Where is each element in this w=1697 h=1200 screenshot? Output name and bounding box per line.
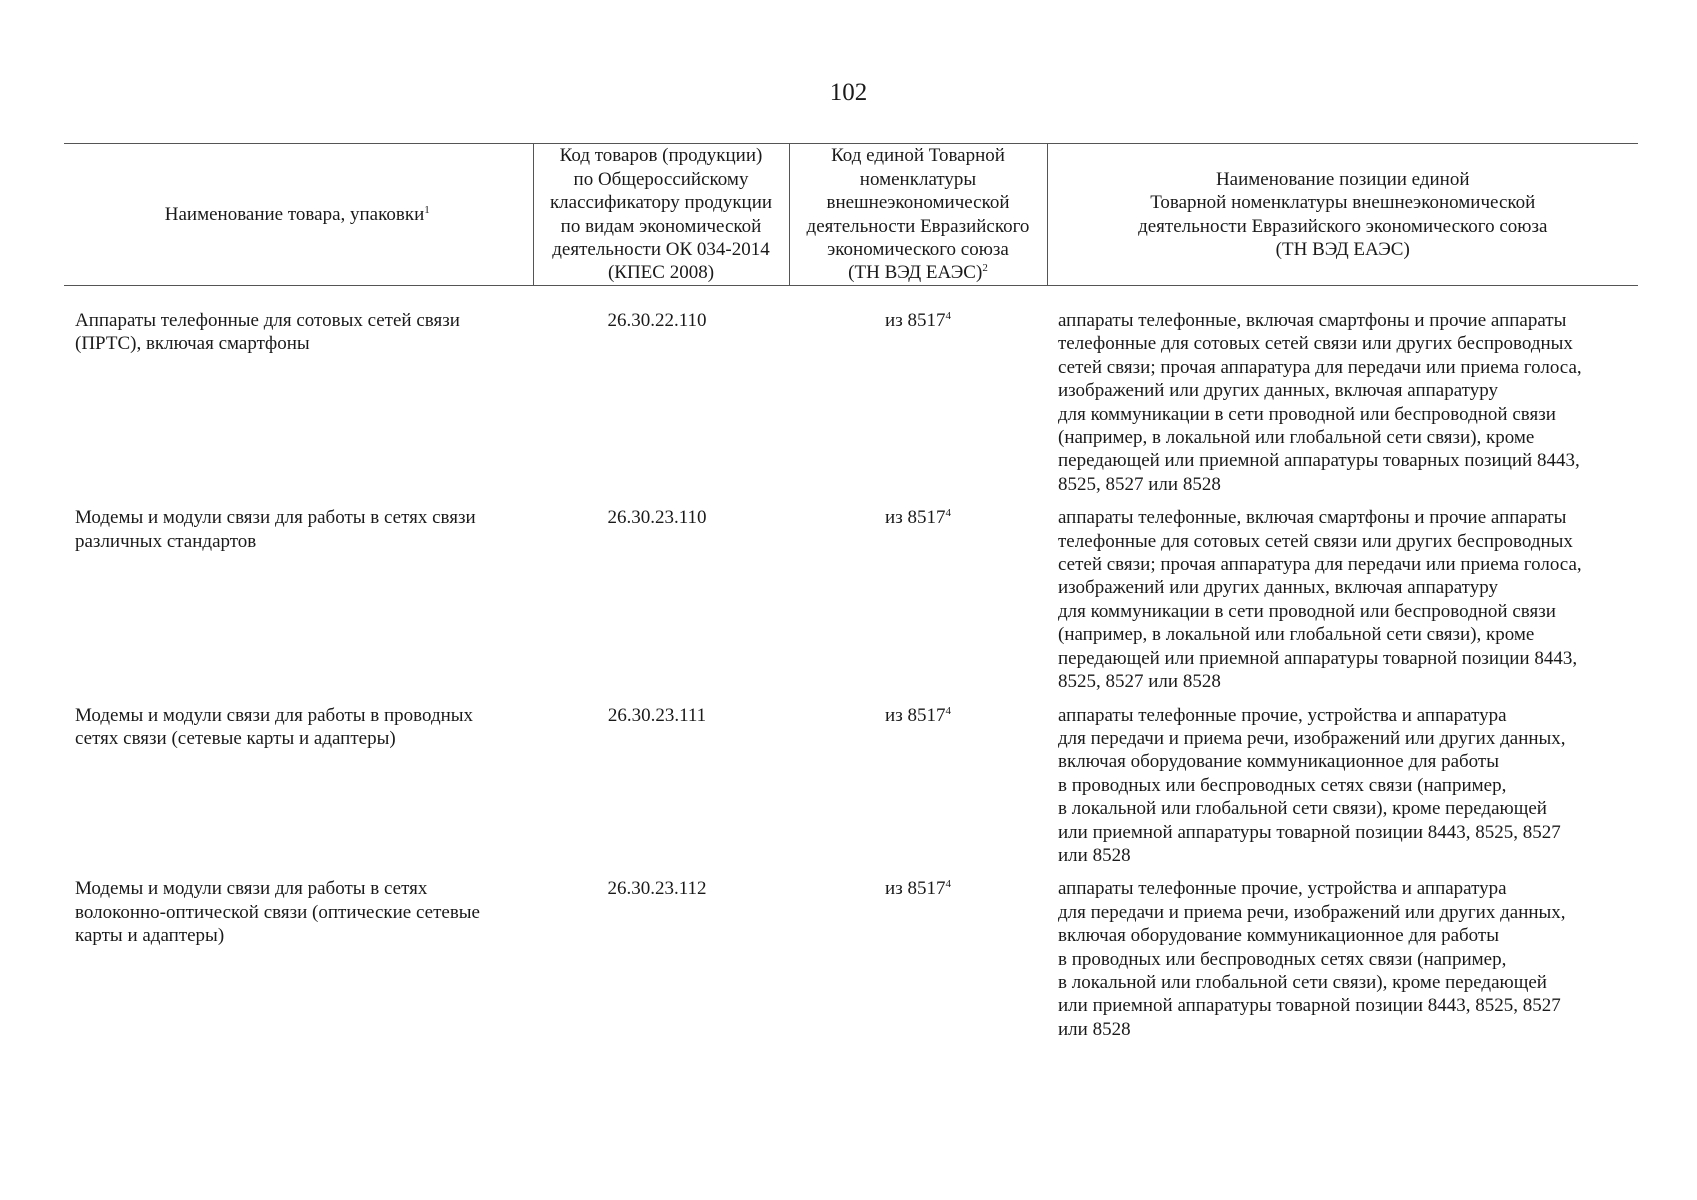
footnote-ref: 1	[424, 203, 430, 216]
description-line: аппараты телефонные прочие, устройства и аппаратура	[1058, 704, 1507, 726]
description-line: телефонные для сотовых сетей связи или других беспроводных	[1058, 333, 1573, 355]
okpd-code-cell: 26.30.23.112	[607, 878, 707, 900]
header-tnved-line: внешнеэкономической	[826, 192, 1010, 214]
header-tnved-name-line: Товарной номенклатуры внешнеэкономической	[1150, 192, 1536, 214]
footnote-ref: 2	[982, 262, 988, 275]
description-line: аппараты телефонные, включая смартфоны и прочие аппараты	[1058, 310, 1567, 331]
goods-name-line: карты и адаптеры)	[75, 925, 225, 947]
goods-table	[64, 143, 1638, 1051]
header-okpd-line: деятельности ОК 034-2014	[552, 238, 770, 260]
footnote-ref: 4	[945, 878, 951, 891]
header-tnved-line: Код единой Товарной	[831, 145, 1005, 167]
header-goods-name	[64, 144, 533, 286]
tnved-code-cell	[789, 286, 1047, 507]
description-line: (например, в локальной или глобальной сети связи), кроме	[1058, 624, 1535, 646]
description-line: в локальной или глобальной сети связи), кроме передающей	[1058, 798, 1547, 820]
tnved-description-cell	[1047, 286, 1638, 507]
header-tnved-line: деятельности Евразийского	[806, 215, 1030, 237]
description-line: 8525, 8527 или 8528	[1058, 671, 1221, 693]
description-line: включая оборудование коммуникационное для работы	[1058, 925, 1499, 947]
tnved-description-cell	[1047, 877, 1638, 1051]
tnved-code-cell	[789, 506, 1047, 703]
okpd-code-cell: 26.30.23.110	[607, 507, 707, 529]
description-line: для передачи и приема речи, изображений или других данных,	[1058, 727, 1566, 749]
description-line: включая оборудование коммуникационное для работы	[1058, 751, 1499, 773]
goods-name-line: Модемы и модули связи для работы в сетях	[75, 878, 428, 900]
description-line: 8525, 8527 или 8528	[1058, 473, 1221, 495]
page-number: 102	[829, 79, 868, 106]
description-line: для коммуникации в сети проводной или беспроводной связи	[1058, 403, 1556, 425]
tnved-code-text: из 8517	[885, 507, 946, 529]
header-okpd-code	[533, 144, 789, 286]
description-line: сетей связи; прочая аппаратура для передачи или приема голоса,	[1058, 356, 1582, 378]
description-line: аппараты телефонные прочие, устройства и аппаратура	[1058, 878, 1507, 900]
table-row	[64, 877, 1638, 1051]
header-tnved-name-line: Наименование позиции единой	[1215, 168, 1470, 190]
goods-name-cell	[64, 506, 533, 703]
table-header-row	[64, 144, 1638, 286]
description-line: передающей или приемной аппаратуры товарной позиции 8443,	[1058, 647, 1578, 669]
description-line: передающей или приемной аппаратуры товарных позиций 8443,	[1058, 450, 1580, 472]
goods-name-line: Аппараты телефонные для сотовых сетей связи	[75, 310, 460, 331]
description-line: аппараты телефонные, включая смартфоны и прочие аппараты	[1058, 507, 1567, 529]
goods-name-cell	[64, 704, 533, 878]
tnved-code-cell	[789, 877, 1047, 1051]
header-tnved-line: номенклатуры	[859, 168, 977, 190]
header-tnved-code	[789, 144, 1047, 286]
header-okpd-line: Код товаров (продукции)	[559, 145, 763, 167]
header-tnved-name-line: (ТН ВЭД ЕАЭС)	[1275, 238, 1410, 260]
description-line: для передачи и приема речи, изображений или других данных,	[1058, 901, 1566, 923]
header-goods-name-text: Наименование товара, упаковки	[164, 203, 425, 225]
goods-name-line: (ПРТС), включая смартфоны	[75, 333, 310, 355]
table-row	[64, 286, 1638, 507]
table-row	[64, 704, 1638, 878]
description-line: изображений или других данных, включая аппаратуру	[1058, 380, 1498, 402]
header-okpd-line: по Общероссийскому	[573, 168, 749, 190]
goods-name-cell	[64, 877, 533, 1051]
goods-name-line: различных стандартов	[75, 530, 257, 552]
goods-name-line: Модемы и модули связи для работы в проводных	[75, 704, 474, 726]
header-okpd-line: (КПЕС 2008)	[607, 262, 715, 284]
tnved-code-text: из 8517	[885, 310, 946, 331]
description-line: или приемной аппаратуры товарной позиции 8443, 8525, 8527	[1058, 821, 1561, 843]
goods-name-line: волоконно-оптической связи (оптические сетевые	[75, 901, 480, 923]
tnved-description-cell	[1047, 704, 1638, 878]
tnved-code-text: из 8517	[885, 878, 946, 900]
description-line: сетей связи; прочая аппаратура для передачи или приема голоса,	[1058, 554, 1582, 576]
goods-name-line: Модемы и модули связи для работы в сетях связи	[75, 507, 476, 529]
header-tnved-name	[1047, 144, 1638, 286]
description-line: (например, в локальной или глобальной сети связи), кроме	[1058, 427, 1535, 449]
goods-name-cell	[64, 286, 533, 507]
description-line: для коммуникации в сети проводной или беспроводной связи	[1058, 600, 1556, 622]
tnved-code-text: из 8517	[885, 704, 946, 726]
description-line: в локальной или глобальной сети связи), кроме передающей	[1058, 971, 1547, 993]
goods-name-line: сетях связи (сетевые карты и адаптеры)	[75, 727, 396, 749]
header-tnved-line: (ТН ВЭД ЕАЭС)	[848, 262, 983, 284]
header-okpd-line: классификатору продукции	[549, 192, 773, 214]
table-row	[64, 506, 1638, 703]
footnote-ref: 4	[945, 310, 951, 322]
header-tnved-name-line: деятельности Евразийского экономического союза	[1138, 215, 1548, 237]
description-line: или 8528	[1058, 1018, 1131, 1040]
footnote-ref: 4	[945, 507, 951, 520]
description-line: или приемной аппаратуры товарной позиции 8443, 8525, 8527	[1058, 995, 1561, 1017]
description-line: изображений или других данных, включая аппаратуру	[1058, 577, 1498, 599]
okpd-code-cell: 26.30.23.111	[607, 704, 707, 726]
tnved-code-cell	[789, 704, 1047, 878]
header-okpd-line: по видам экономической	[560, 215, 762, 237]
footnote-ref: 4	[945, 704, 951, 717]
description-line: в проводных или беспроводных сетях связи (например,	[1058, 948, 1507, 970]
okpd-code-cell: 26.30.22.110	[607, 310, 707, 331]
description-line: телефонные для сотовых сетей связи или других беспроводных	[1058, 530, 1573, 552]
description-line: или 8528	[1058, 844, 1131, 866]
tnved-description-cell	[1047, 506, 1638, 703]
description-line: в проводных или беспроводных сетях связи (например,	[1058, 774, 1507, 796]
header-tnved-line: экономического союза	[827, 238, 1009, 260]
